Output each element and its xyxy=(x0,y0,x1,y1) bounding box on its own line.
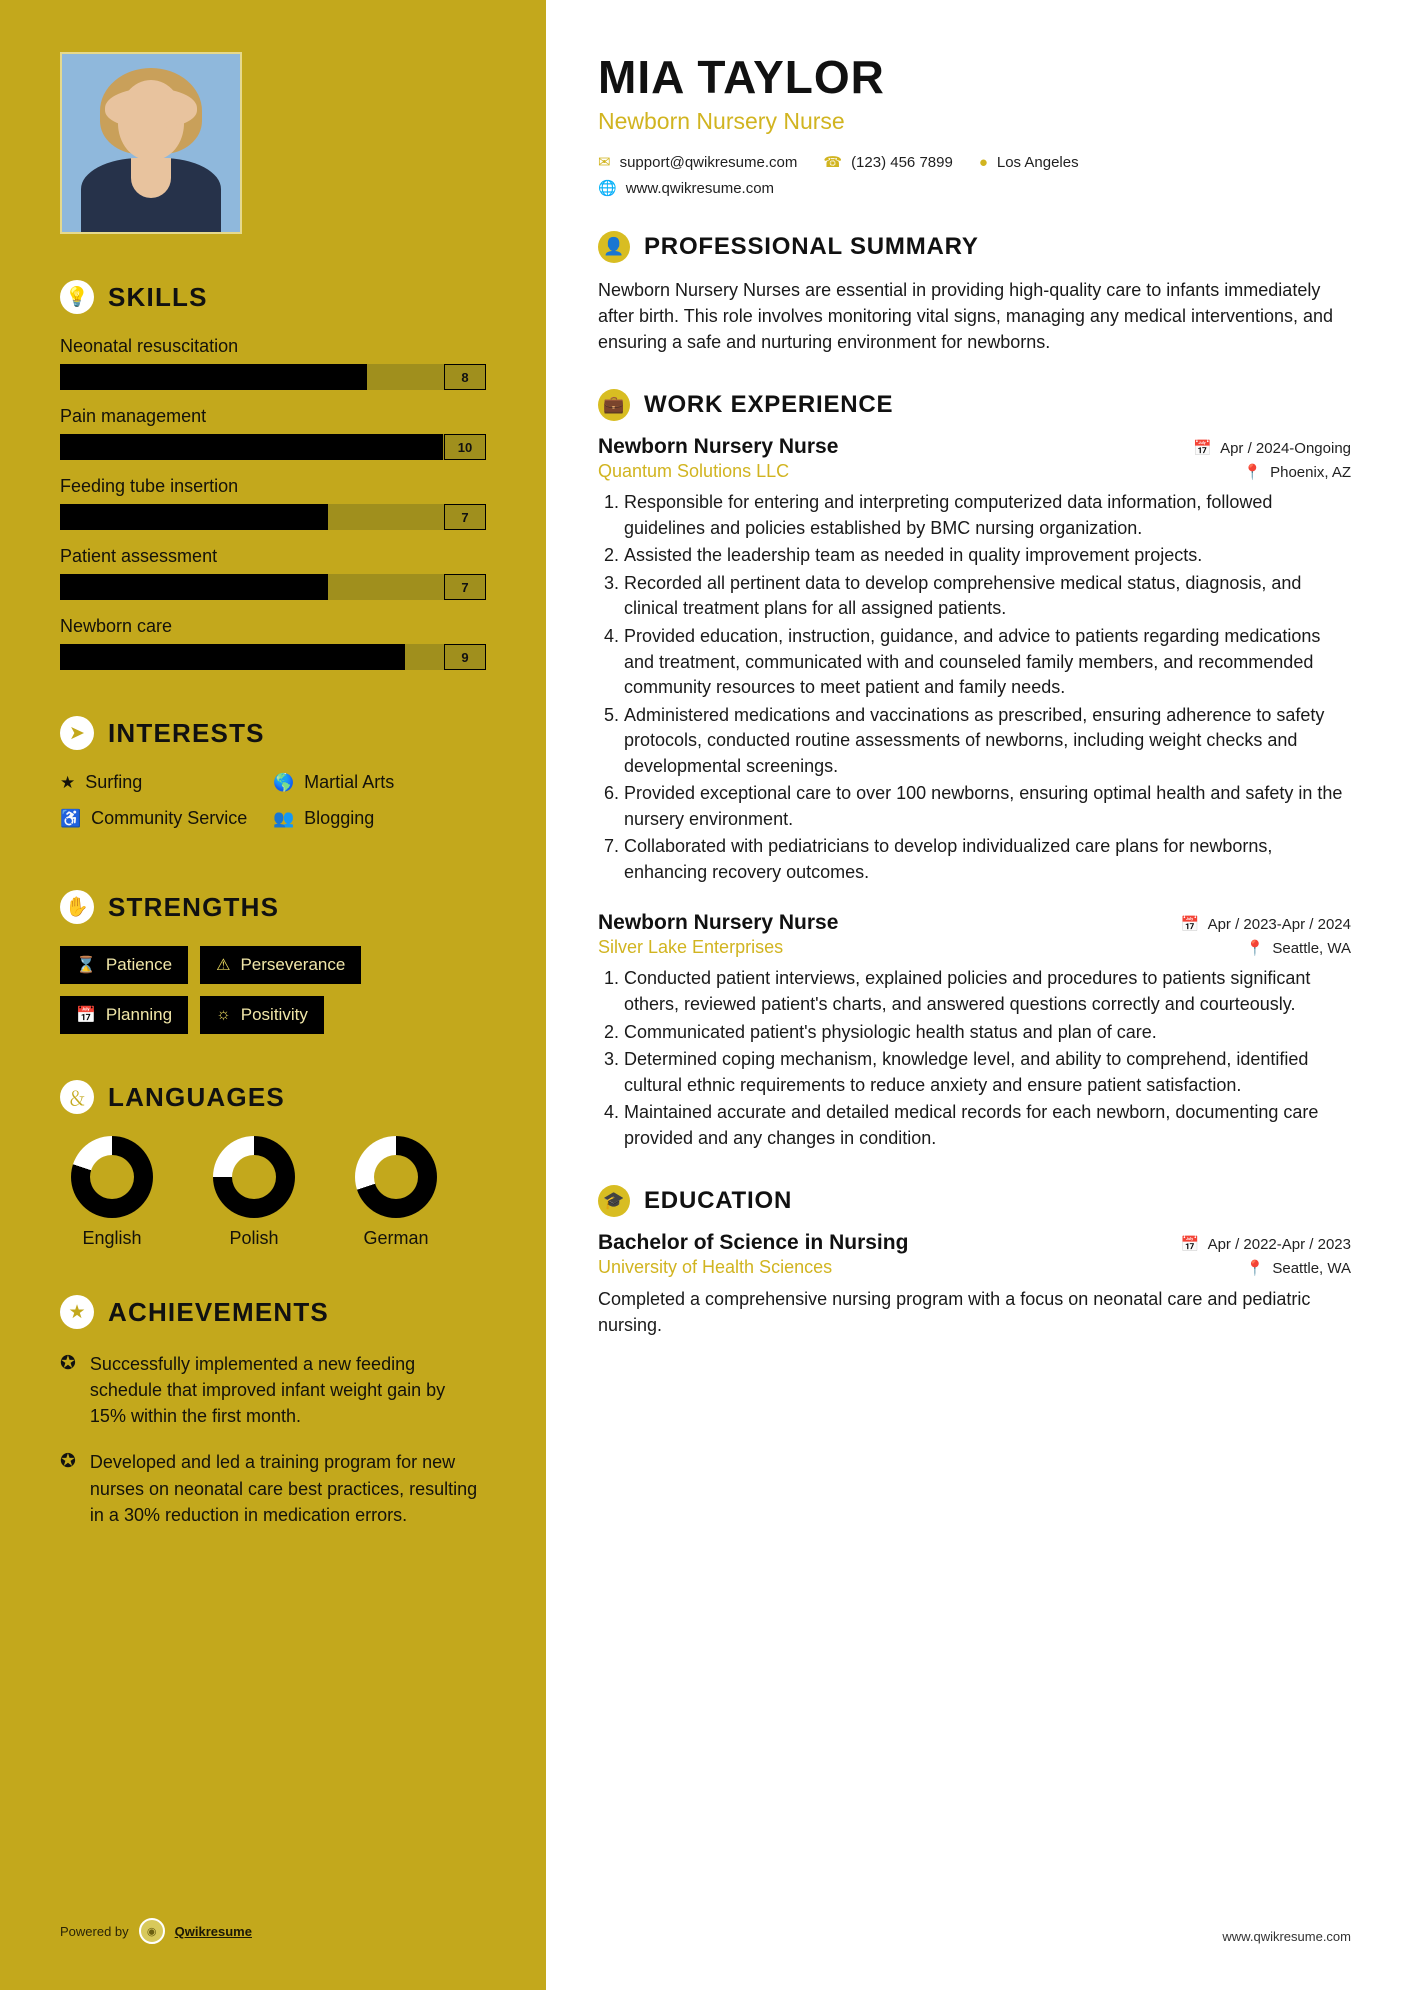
education-location xyxy=(1246,1259,1351,1277)
education-description: Completed a comprehensive nursing program with a focus on neonatal care and pediatric nursing. xyxy=(598,1289,1311,1336)
skill-value: 9 xyxy=(444,644,486,670)
work-heading xyxy=(598,389,1351,421)
avatar-collar xyxy=(131,158,171,198)
work-item-dates xyxy=(1181,915,1351,933)
work-bullet: 7. Collaborated with pediatricians to develop individualized care plans for newborns, enhancing recovery outcomes. xyxy=(624,834,1351,885)
globe-icon: 🌎 xyxy=(273,773,295,792)
work-bullet: 4. Provided education, instruction, guidance, and advice to patients regarding medications and treatment, communicated with and counseled family members, and recommended community resources to meet patient and family needs. xyxy=(624,624,1351,701)
skill-bar xyxy=(60,504,486,530)
work-item-company: Quantum Solutions LLC xyxy=(598,461,790,482)
strength-label: Planning xyxy=(105,1005,173,1025)
work-heading-label: WORK EXPERIENCE xyxy=(644,391,894,419)
work-bullet: 4. Maintained accurate and detailed medical records for each newborn, documenting care provided and any changes in condition. xyxy=(624,1100,1351,1151)
work-bullet: 3. Determined coping mechanism, knowledge level, and ability to comprehend, identified cultural ethnic requirements to reduce anxiety and ensure patient satisfaction. xyxy=(624,1047,1351,1098)
education-heading-label: EDUCATION xyxy=(644,1187,793,1215)
education-item-header xyxy=(598,1231,1351,1255)
work-bullet: 2. Assisted the leadership team as needed in quality improvement projects. xyxy=(624,543,1351,569)
work-bullet: 6. Provided exceptional care to over 100 newborns, ensuring optimal health and safety in the nursery environment. xyxy=(624,781,1351,832)
strengths-list xyxy=(60,946,486,1034)
strength-item xyxy=(200,996,324,1034)
user-circle-icon: 👤 xyxy=(598,231,630,263)
skill-bar-fill xyxy=(60,644,405,670)
strength-label: Positivity xyxy=(240,1005,308,1025)
people-icon: 👥 xyxy=(273,809,295,829)
interest-item xyxy=(60,808,273,830)
skill-label: Patient assessment xyxy=(60,546,218,566)
interest-item xyxy=(273,772,486,794)
skill-bar xyxy=(60,364,486,390)
work-item-header xyxy=(598,435,1351,459)
language-item xyxy=(344,1136,448,1249)
calendar-icon: 📅 xyxy=(1193,440,1213,458)
skill-item xyxy=(60,476,486,530)
work-bullet: 1. Responsible for entering and interpreting computerized data information, followed guidelines and policies established by BMC nursing organization. xyxy=(624,490,1351,541)
skills-heading xyxy=(60,280,486,314)
location-pin-icon: 📍 xyxy=(1245,940,1265,958)
strength-label: Perseverance xyxy=(240,955,346,975)
skill-bar xyxy=(60,434,486,460)
language-label: German xyxy=(363,1228,429,1249)
work-bullet: 2. Communicated patient's physiologic health status and plan of care. xyxy=(624,1020,1351,1046)
skill-label: Pain management xyxy=(60,406,207,426)
powered-by[interactable] xyxy=(60,1918,252,1944)
language-label: English xyxy=(82,1228,142,1249)
languages-heading xyxy=(60,1080,486,1114)
hourglass-icon: ⌛ xyxy=(76,957,96,975)
main-content xyxy=(546,0,1407,1990)
lightbulb-icon: 💡 xyxy=(60,280,94,314)
skill-item xyxy=(60,406,486,460)
warning-icon: ⚠ xyxy=(216,957,231,975)
globe-icon: 🌐 xyxy=(598,180,617,197)
location-pin-icon: 📍 xyxy=(1245,1260,1265,1278)
calendar-icon: 📅 xyxy=(76,1007,96,1025)
contact-website[interactable] xyxy=(598,179,774,197)
education-heading xyxy=(598,1185,1351,1217)
achievements-heading xyxy=(60,1295,486,1329)
contact-phone[interactable] xyxy=(823,153,952,171)
language-label: Polish xyxy=(229,1228,279,1249)
interests-heading xyxy=(60,716,486,750)
languages-list xyxy=(60,1136,486,1249)
skill-value: 7 xyxy=(444,574,486,600)
donut-hole xyxy=(90,1155,134,1199)
work-item xyxy=(598,911,1351,1151)
work-item-location xyxy=(1243,463,1351,481)
strength-item xyxy=(60,946,188,984)
donut-hole xyxy=(374,1155,418,1199)
interest-label: Surfing xyxy=(85,772,143,792)
footer-website: www.qwikresume.com xyxy=(1222,1929,1351,1944)
work-item-location-value: Phoenix, AZ xyxy=(1270,463,1351,481)
contact-location-value: Los Angeles xyxy=(996,153,1079,171)
skill-bar xyxy=(60,644,486,670)
skills-list xyxy=(60,336,486,670)
work-item-company: Silver Lake Enterprises xyxy=(598,937,784,958)
avatar-face xyxy=(105,88,197,128)
work-item-dates xyxy=(1193,439,1351,457)
contact-location xyxy=(979,153,1079,171)
skill-item xyxy=(60,616,486,670)
language-item xyxy=(60,1136,164,1249)
sidebar xyxy=(0,0,546,1990)
work-item-location-value: Seattle, WA xyxy=(1272,939,1351,957)
interests-heading-label: INTERESTS xyxy=(108,717,265,748)
ab-translate-icon: ＆ xyxy=(60,1080,94,1114)
work-item-bullets xyxy=(598,966,1351,1151)
achievement-text: Developed and led a training program for new nurses on neonatal care best practices, resulting in a 30% reduction in medication errors. xyxy=(89,1452,478,1525)
strengths-heading xyxy=(60,890,486,924)
education-degree: Bachelor of Science in Nursing xyxy=(598,1231,909,1255)
qwikresume-logo-icon: ◉ xyxy=(139,1918,165,1944)
compass-icon: ➤ xyxy=(60,716,94,750)
language-item xyxy=(202,1136,306,1249)
envelope-icon: ✉ xyxy=(598,154,611,171)
achievement-item xyxy=(60,1449,486,1527)
languages-heading-label: LANGUAGES xyxy=(108,1081,285,1112)
contact-phone-value: (123) 456 7899 xyxy=(851,153,953,171)
education-item-subheader xyxy=(598,1257,1351,1278)
trophy-star-icon: ✪ xyxy=(60,1451,76,1473)
achievements-list xyxy=(60,1351,486,1528)
skill-label: Newborn care xyxy=(60,616,173,636)
skill-bar-fill xyxy=(60,434,443,460)
work-item-subheader xyxy=(598,461,1351,482)
work-item xyxy=(598,435,1351,885)
skills-heading-label: SKILLS xyxy=(108,281,208,312)
interest-item xyxy=(273,808,486,830)
fist-icon: ✋ xyxy=(60,890,94,924)
work-bullet: 5. Administered medications and vaccinations as prescribed, ensuring adherence to safety protocols, conducted routine assessments of newborns, including weight checks and developmental screenings. xyxy=(624,703,1351,780)
donut-hole xyxy=(232,1155,276,1199)
achievement-item xyxy=(60,1351,486,1429)
summary-heading-label: PROFESSIONAL SUMMARY xyxy=(644,233,979,260)
summary-text: Newborn Nursery Nurses are essential in providing high-quality care to infants immediately after birth. This role involves monitoring vital signs, managing any medical interventions, and ensuring a safe and nurturing environment for newborns. xyxy=(598,280,1334,353)
skill-bar xyxy=(60,574,486,600)
language-donut xyxy=(355,1136,437,1218)
star-badge-icon: ★ xyxy=(60,1295,94,1329)
education-dates xyxy=(1181,1235,1351,1253)
phone-icon: ☎ xyxy=(823,154,843,171)
education-dates-value: Apr / 2022-Apr / 2023 xyxy=(1207,1235,1351,1253)
work-bullet: 1. Conducted patient interviews, explained policies and procedures to patients significant others, reviewed patient's charts, and answered questions correctly and courteously. xyxy=(624,966,1351,1017)
contact-email-value: support@qwikresume.com xyxy=(619,153,798,171)
skill-bar-fill xyxy=(60,364,367,390)
trophy-star-icon: ✪ xyxy=(60,1353,76,1375)
interest-label: Blogging xyxy=(304,808,375,829)
work-item-dates-value: Apr / 2023-Apr / 2024 xyxy=(1207,915,1351,933)
interest-label: Martial Arts xyxy=(304,772,395,792)
star-icon: ★ xyxy=(60,773,76,792)
skill-label: Feeding tube insertion xyxy=(60,476,239,496)
skill-item xyxy=(60,546,486,600)
calendar-icon: 📅 xyxy=(1180,1236,1200,1254)
strength-item xyxy=(200,946,361,984)
powered-by-label: Powered by xyxy=(60,1923,129,1939)
sun-icon: ☼ xyxy=(216,1006,231,1024)
skill-item xyxy=(60,336,486,390)
interest-label: Community Service xyxy=(91,808,248,829)
contact-row-2 xyxy=(598,179,1351,197)
education-school: University of Health Sciences xyxy=(598,1257,833,1278)
work-item-dates-value: Apr / 2024-Ongoing xyxy=(1220,439,1351,457)
skill-value: 8 xyxy=(444,364,486,390)
skill-bar-fill xyxy=(60,504,328,530)
skill-value: 10 xyxy=(444,434,486,460)
language-donut xyxy=(213,1136,295,1218)
contact-row-1 xyxy=(598,153,1351,171)
graduate-icon: 🎓 xyxy=(598,1185,630,1217)
achievements-heading-label: ACHIEVEMENTS xyxy=(108,1296,329,1327)
interest-item xyxy=(60,772,273,794)
contact-website-value: www.qwikresume.com xyxy=(625,179,775,197)
summary-heading xyxy=(598,231,1351,263)
calendar-icon: 📅 xyxy=(1180,916,1200,934)
avatar xyxy=(60,52,242,234)
page-title: MIA TAYLOR xyxy=(598,51,885,103)
education-item xyxy=(598,1231,1351,1338)
work-item-location xyxy=(1246,939,1351,957)
briefcase-icon: 💼 xyxy=(598,389,630,421)
work-item-subheader xyxy=(598,937,1351,958)
contact-email[interactable] xyxy=(598,153,797,171)
skill-label: Neonatal resuscitation xyxy=(60,336,239,356)
strength-item xyxy=(60,996,188,1034)
strengths-heading-label: STRENGTHS xyxy=(108,891,280,922)
skill-value: 7 xyxy=(444,504,486,530)
achievement-text: Successfully implemented a new feeding schedule that improved infant weight gain by 15% within the first month. xyxy=(89,1354,446,1427)
interests-list xyxy=(60,772,486,844)
work-item-header xyxy=(598,911,1351,935)
location-pin-icon: ● xyxy=(978,153,988,171)
education-location-value: Seattle, WA xyxy=(1272,1259,1351,1277)
strength-label: Patience xyxy=(105,955,173,975)
work-item-title: Newborn Nursery Nurse xyxy=(598,911,839,935)
location-pin-icon: 📍 xyxy=(1243,464,1263,482)
work-item-bullets xyxy=(598,490,1351,885)
language-donut xyxy=(71,1136,153,1218)
work-item-title: Newborn Nursery Nurse xyxy=(598,435,839,459)
powered-by-brand[interactable]: Qwikresume xyxy=(174,1923,252,1939)
shield-icon: ♿ xyxy=(60,809,82,829)
skill-bar-fill xyxy=(60,574,328,600)
work-bullet: 3. Recorded all pertinent data to develop comprehensive medical status, diagnosis, and clinical treatment plans for all assigned patients. xyxy=(624,571,1351,622)
job-role-subtitle: Newborn Nursery Nurse xyxy=(598,108,845,134)
